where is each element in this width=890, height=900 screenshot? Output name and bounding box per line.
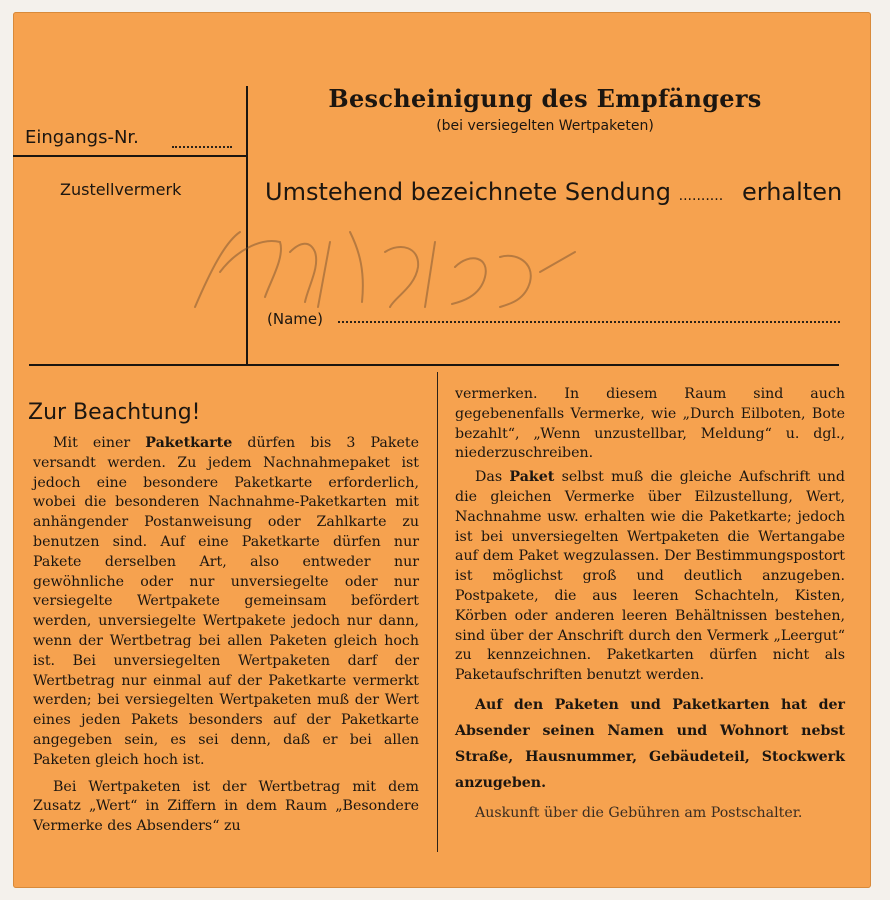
receipt-statement-dots: .......... bbox=[678, 188, 724, 204]
name-field bbox=[338, 321, 840, 323]
notice-paragraph-4: Das Paket selbst muß die gleiche Aufschrift und die gleichen Vermerke über Eilzustellung, Wert, Nachnahme usw. erhalten wie die Paketkarte; jedoch ist bei unversiegelten Wertpaketen die Wertangabe auf dem Paket wegzulassen. Der Bestimmungspostort ist möglichst groß und deutlich anzugeben. Postpakete, die aus leeren Schachteln, Kisten, Körben oder anderen leeren Behältnissen bestehen, sind über der Anschrift durch den Vermerk „Leergut“ zu kennzeichnen. Paketkarten dürfen nicht als Paketaufschriften benutzt werden. bbox=[455, 469, 845, 684]
certificate-title: Bescheinigung des Empfängers bbox=[328, 84, 762, 113]
eingangs-nr-label: Eingangs-Nr. bbox=[25, 127, 139, 148]
receipt-statement bbox=[265, 178, 723, 206]
divider-eingang bbox=[13, 155, 246, 157]
zustellvermerk-label: Zustellvermerk bbox=[60, 180, 182, 199]
notice-left-column bbox=[33, 434, 419, 837]
eingangs-nr-field bbox=[172, 146, 232, 148]
erhalten-label: erhalten bbox=[742, 178, 843, 206]
name-label: (Name) bbox=[267, 310, 323, 328]
notice-paragraph-3: vermerken. In diesem Raum sind auch gegebenenfalls Vermerke, wie „Durch Eilboten, Bote bezahlt“, „Wenn unzustellbar, Meldung“ u. dgl., niederzuschreiben. bbox=[455, 386, 845, 462]
certificate-subtitle: (bei versiegelten Wertpaketen) bbox=[436, 118, 654, 134]
divider-main bbox=[29, 364, 839, 366]
receipt-statement-text: Umstehend bezeichnete Sendung bbox=[265, 178, 671, 206]
notice-sender-requirement: Auf den Paketen und Paketkarten hat der Absender seinen Namen und Wohnort nebst Straße, Hausnummer, Gebäudeteil, Stockwerk anzugeben. bbox=[455, 696, 845, 791]
pencil-signature-scribble bbox=[190, 212, 580, 322]
notice-right-column bbox=[455, 385, 845, 824]
notice-paragraph-1: Mit einer Paketkarte dürfen bis 3 Pakete versandt werden. Zu jedem Nachnahmepaket ist jedoch eine besondere Paketkarte erforderlich, wobei die besonderen Nachnahme-Paketkarten mit anhängender Postanweisung oder Zahlkarte zu benutzen sind. Auf eine Paketkarte dürfen nur Pakete derselben Art, also entweder nur gewöhnliche oder nur unversiegelte oder nur versiegelte Wertpakete gemeinsam befördert werden, unversiegelte Wertpakete jedoch nur dann, wenn der Wertbetrag bei allen Paketen gleich hoch ist. Bei unversiegelten Wertpaketen darf der Wertbetrag nur einmal auf der Paketkarte vermerkt werden; bei versiegelten Wertpaketen muß der Wert eines jeden Pakets besonders auf der Paketkarte angegeben sein, es sei denn, daß er bei allen Paketen gleich hoch ist. bbox=[33, 435, 419, 768]
notice-paragraph-2: Bei Wertpaketen ist der Wertbetrag mit dem Zusatz „Wert“ in Ziffern in dem Raum „Besondere Vermerke des Absenders“ zu bbox=[33, 778, 419, 835]
notice-heading: Zur Beachtung! bbox=[28, 400, 201, 425]
divider-vertical-bottom bbox=[437, 372, 438, 852]
notice-fees-info: Auskunft über die Gebühren am Postschalter. bbox=[475, 804, 803, 821]
